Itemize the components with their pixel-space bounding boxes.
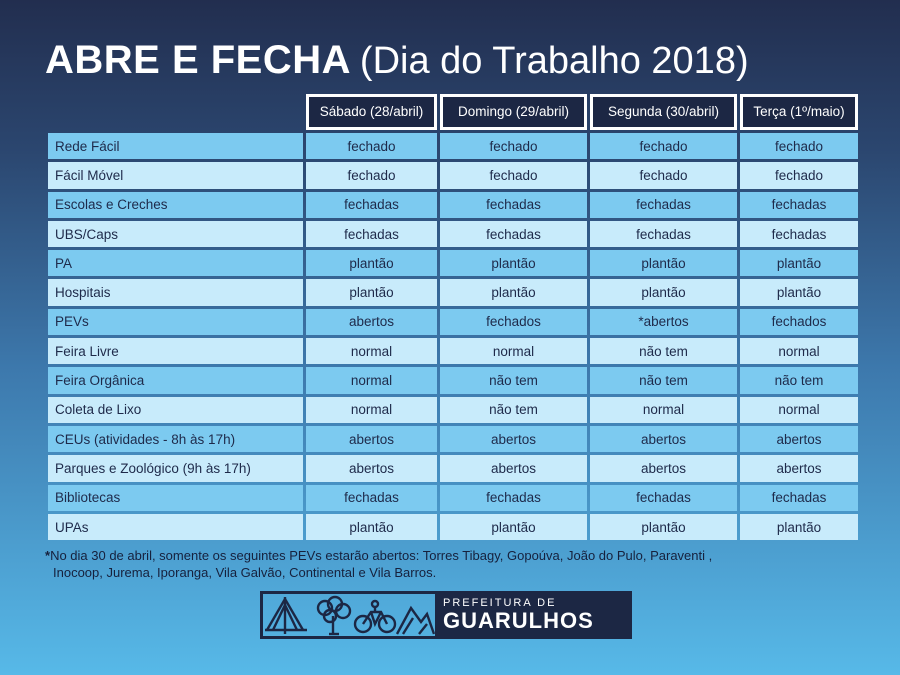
status-cell: normal: [590, 397, 737, 423]
status-cell: abertos: [306, 426, 437, 452]
row-label: Rede Fácil: [48, 133, 303, 159]
status-cell: plantão: [306, 514, 437, 540]
mountain-icon: [397, 608, 434, 634]
status-cell: normal: [440, 338, 587, 364]
column-header: Domingo (29/abril): [440, 94, 587, 130]
bicycle-icon: [355, 601, 395, 632]
status-cell: abertos: [590, 426, 737, 452]
status-cell: fechadas: [306, 221, 437, 247]
row-label: Coleta de Lixo: [48, 397, 303, 423]
status-cell: plantão: [590, 514, 737, 540]
table-row: [48, 338, 858, 364]
row-label: PEVs: [48, 309, 303, 335]
status-cell: fechadas: [740, 192, 858, 218]
row-label: UBS/Caps: [48, 221, 303, 247]
footnote-line1: No dia 30 de abril, somente os seguintes PEVs estarão abertos: Torres Tibagy, Gopoúva, João do Pulo, Paraventi ,: [50, 548, 713, 563]
footnote: [45, 547, 865, 581]
row-label: Feira Orgânica: [48, 367, 303, 393]
status-cell: plantão: [440, 514, 587, 540]
guarulhos-logo: [260, 591, 632, 639]
status-cell: plantão: [440, 250, 587, 276]
status-cell: fechado: [306, 162, 437, 188]
row-label: Hospitais: [48, 279, 303, 305]
status-cell: plantão: [306, 279, 437, 305]
status-cell: fechadas: [440, 221, 587, 247]
table-row: [48, 221, 858, 247]
tree-icon: [318, 597, 350, 634]
footnote-star: *: [45, 548, 51, 563]
schedule-table: [45, 91, 861, 543]
row-label: Escolas e Creches: [48, 192, 303, 218]
status-cell: não tem: [590, 367, 737, 393]
status-cell: fechadas: [740, 221, 858, 247]
table-row: [48, 485, 858, 511]
status-cell: fechados: [440, 309, 587, 335]
header-corner: [48, 94, 303, 130]
logo-line2: GUARULHOS: [443, 608, 594, 633]
status-cell: não tem: [590, 338, 737, 364]
status-cell: *abertos: [590, 309, 737, 335]
status-cell: normal: [306, 397, 437, 423]
status-cell: fechadas: [440, 192, 587, 218]
table-row: [48, 426, 858, 452]
column-header: Terça (1º/maio): [740, 94, 858, 130]
status-cell: fechado: [590, 162, 737, 188]
status-cell: fechadas: [306, 485, 437, 511]
status-cell: plantão: [590, 250, 737, 276]
status-cell: abertos: [740, 455, 858, 481]
status-cell: abertos: [440, 426, 587, 452]
row-label: Bibliotecas: [48, 485, 303, 511]
status-cell: fechadas: [590, 192, 737, 218]
table-row: [48, 192, 858, 218]
status-cell: fechado: [590, 133, 737, 159]
status-cell: fechado: [740, 133, 858, 159]
status-cell: fechadas: [590, 221, 737, 247]
row-label: Parques e Zoológico (9h às 17h): [48, 455, 303, 481]
status-cell: abertos: [590, 455, 737, 481]
table-row: [48, 397, 858, 423]
status-cell: fechadas: [306, 192, 437, 218]
row-label: CEUs (atividades - 8h às 17h): [48, 426, 303, 452]
status-cell: não tem: [440, 367, 587, 393]
bridge-icon: [265, 597, 307, 634]
status-cell: abertos: [440, 455, 587, 481]
status-cell: fechado: [306, 133, 437, 159]
status-cell: normal: [306, 338, 437, 364]
status-cell: não tem: [440, 397, 587, 423]
table-row: [48, 367, 858, 393]
table-row: [48, 514, 858, 540]
status-cell: abertos: [740, 426, 858, 452]
footnote-line2: Inocoop, Jurema, Iporanga, Vila Galvão, Continental e Vila Barros.: [53, 565, 437, 580]
status-cell: fechados: [740, 309, 858, 335]
title-light: (Dia do Trabalho 2018): [359, 40, 749, 82]
table-row: [48, 455, 858, 481]
status-cell: plantão: [306, 250, 437, 276]
table-row: [48, 250, 858, 276]
status-cell: fechado: [440, 133, 587, 159]
status-cell: fechado: [740, 162, 858, 188]
logo-line1: PREFEITURA DE: [443, 597, 557, 609]
status-cell: normal: [306, 367, 437, 393]
status-cell: plantão: [590, 279, 737, 305]
row-label: Fácil Móvel: [48, 162, 303, 188]
status-cell: abertos: [306, 309, 437, 335]
status-cell: normal: [740, 338, 858, 364]
logo-brand: [435, 594, 629, 636]
table-row: [48, 309, 858, 335]
status-cell: abertos: [306, 455, 437, 481]
status-cell: plantão: [740, 279, 858, 305]
title-bold: ABRE E FECHA: [45, 38, 352, 82]
status-cell: plantão: [740, 514, 858, 540]
table-header-row: [48, 94, 858, 130]
status-cell: fechadas: [590, 485, 737, 511]
logo-icons: [263, 594, 435, 636]
page-title: [45, 34, 749, 88]
table-row: [48, 162, 858, 188]
status-cell: fechadas: [740, 485, 858, 511]
status-cell: não tem: [740, 367, 858, 393]
status-cell: fechadas: [440, 485, 587, 511]
status-cell: plantão: [740, 250, 858, 276]
column-header: Segunda (30/abril): [590, 94, 737, 130]
row-label: PA: [48, 250, 303, 276]
status-cell: plantão: [440, 279, 587, 305]
table-row: [48, 279, 858, 305]
table-row: [48, 133, 858, 159]
status-cell: normal: [740, 397, 858, 423]
row-label: Feira Livre: [48, 338, 303, 364]
status-cell: fechado: [440, 162, 587, 188]
column-header: Sábado (28/abril): [306, 94, 437, 130]
row-label: UPAs: [48, 514, 303, 540]
